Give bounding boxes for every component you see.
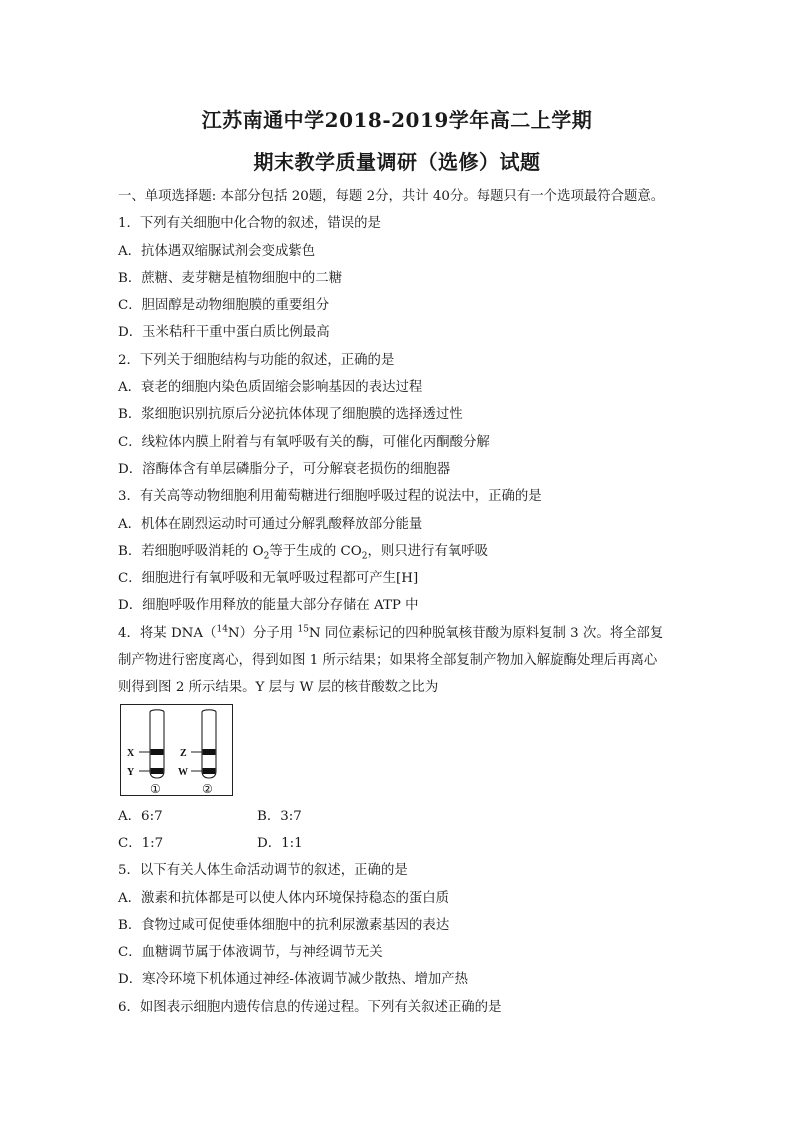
question-2-option-d: D．溶酶体含有单层磷脂分子，可分解衰老损伤的细胞器	[118, 461, 451, 477]
tube-1-caption: ①	[150, 781, 161, 796]
centrifuge-figure-wrap	[118, 702, 688, 803]
question-5-option-d: D．寒冷环境下机体通过神经-体液调节减少散热、增加产热	[118, 972, 469, 988]
question-1-option-b: B．蔗糖、麦芽糖是植物细胞中的二糖	[118, 270, 343, 286]
label-x: X	[127, 747, 135, 759]
tube-2-icon	[178, 709, 216, 795]
question-4-stem-line3: 则得到图 2 所示结果。Y 层与 W 层的核苷酸数之比为	[118, 680, 439, 696]
question-3-option-b	[118, 538, 688, 565]
question-4-option-a: A．6:7	[118, 808, 163, 824]
q3b-prefix: B．若细胞呼吸消耗的 O	[118, 543, 264, 559]
q3b-subscript-co2: 2	[361, 551, 368, 562]
tube-1-icon	[127, 709, 164, 795]
question-1-stem: 1．下列有关细胞中化合物的叙述，错误的是	[118, 216, 381, 232]
exam-title-line1: 江苏南通中学2018-2019学年高二上学期	[201, 108, 593, 132]
exam-title-line2: 期末教学质量调研（选修）试题	[253, 150, 541, 174]
label-z: Z	[180, 747, 187, 759]
question-6-stem: 6．如图表示细胞内遗传信息的传递过程。下列有关叙述正确的是	[118, 999, 502, 1015]
question-1-option-d: D．玉米秸秆干重中蛋白质比例最高	[118, 325, 330, 341]
question-2-option-b: B．浆细胞识别抗原后分泌抗体体现了细胞膜的选择透过性	[118, 407, 463, 423]
question-4-stem-line1	[118, 620, 688, 647]
q3b-subscript-o2: 2	[263, 551, 270, 562]
q4-superscript-15: 15	[297, 624, 309, 635]
question-3-stem: 3．有关高等动物细胞利用葡萄糖进行细胞呼吸过程的说法中，正确的是	[118, 489, 542, 505]
band-w	[203, 768, 216, 774]
question-1-option-a: A．抗体遇双缩脲试剂会变成紫色	[118, 243, 316, 259]
question-3-option-c: C．细胞进行有氧呼吸和无氧呼吸过程都可产生[H]	[118, 571, 419, 587]
exam-body	[118, 183, 688, 1021]
question-2-stem: 2．下列关于细胞结构与功能的叙述，正确的是	[118, 352, 395, 368]
question-3-option-d: D．细胞呼吸作用释放的能量大部分存储在 ATP 中	[118, 598, 419, 614]
q4-stem-part-b: N）分子用	[227, 625, 298, 641]
question-5-option-b: B．食物过咸可促使垂体细胞中的抗利尿激素基因的表达	[118, 917, 450, 933]
question-1-option-c: C．胆固醇是动物细胞膜的重要组分	[118, 298, 330, 314]
section-instruction: 一、单项选择题: 本部分包括 20题，每题 2分，共计 40分。每题只有一个选项最符合题意。	[118, 189, 665, 204]
question-5-option-a: A．激素和抗体都是可以使人体内环境保持稳态的蛋白质	[118, 890, 450, 906]
centrifuge-tubes-drawing	[121, 705, 234, 797]
centrifuge-tubes-figure	[120, 704, 233, 796]
question-4-option-b: B．3:7	[257, 808, 302, 824]
question-2-option-a: A．衰老的细胞内染色质固缩会影响基因的表达过程	[118, 380, 423, 396]
band-x	[151, 749, 164, 755]
question-2-option-c: C．线粒体内膜上附着与有氧呼吸有关的酶，可催化丙酮酸分解	[118, 434, 490, 450]
label-y: Y	[127, 766, 135, 778]
question-3-option-a: A．机体在剧烈运动时可通过分解乳酸释放部分能量	[118, 516, 423, 532]
band-z	[203, 749, 216, 755]
question-4-options-row2	[118, 830, 688, 857]
q4-stem-part-c: N 同位素标记的四种脱氧核苷酸为原料复制 3 次。将全部复	[308, 625, 664, 641]
q4-superscript-14: 14	[216, 624, 228, 635]
question-5-stem: 5．以下有关人体生命活动调节的叙述，正确的是	[118, 863, 408, 879]
q3b-mid: 等于生成的 CO	[269, 543, 362, 559]
tube-2-caption: ②	[202, 781, 213, 796]
question-4-option-d: D．1:1	[257, 835, 303, 851]
question-5-option-c: C．血糖调节属于体液调节，与神经调节无关	[118, 945, 383, 961]
band-y	[151, 768, 164, 774]
question-4-option-c: C．1:7	[118, 835, 164, 851]
question-4-options-row1	[118, 803, 688, 830]
label-w: W	[178, 766, 188, 778]
q3b-suffix: ，则只进行有氧呼吸	[367, 543, 489, 559]
q4-stem-part-a: 4．将某 DNA（	[118, 625, 217, 641]
question-4-stem-line2: 制产物进行密度离心，得到如图 1 所示结果；如果将全部复制产物加入解旋酶处理后再离心	[118, 653, 658, 669]
